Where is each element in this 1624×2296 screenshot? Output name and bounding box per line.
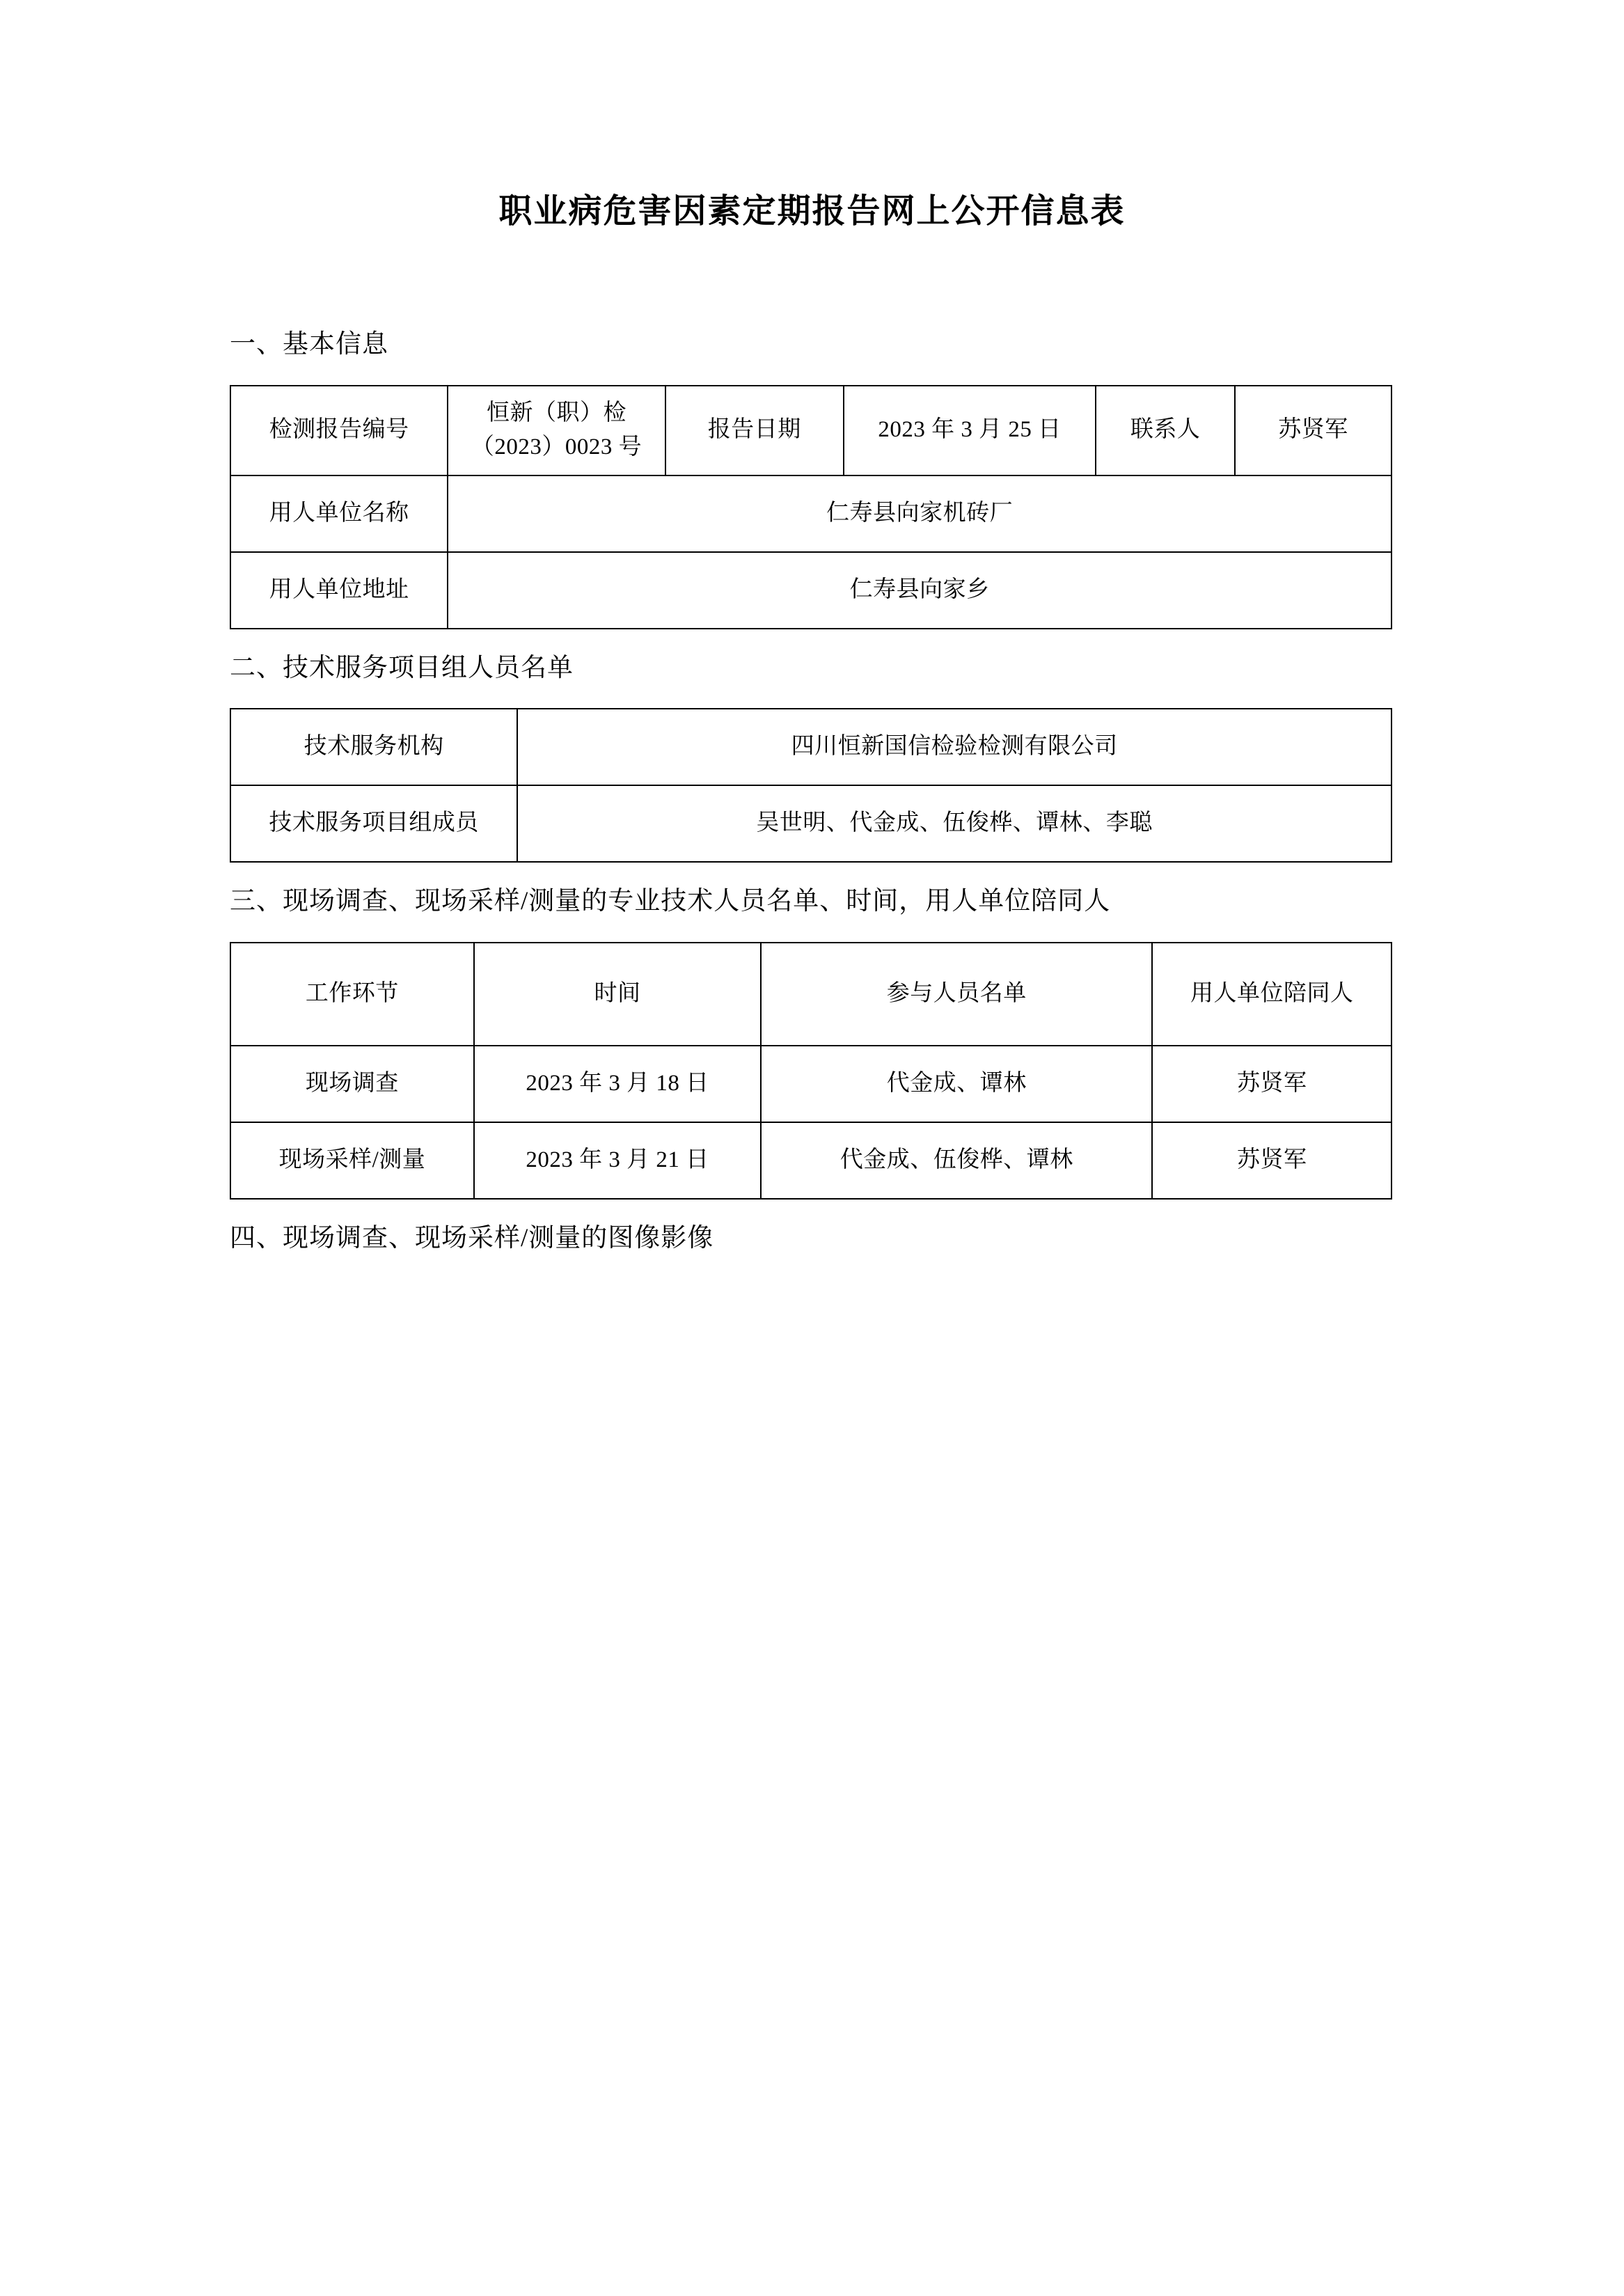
field-work-table	[230, 942, 1392, 1200]
time-value: 2023 年 3 月 18 日	[474, 1046, 761, 1122]
stage-value: 现场调查	[230, 1046, 474, 1122]
report-date-label: 报告日期	[665, 386, 844, 475]
table-row	[230, 785, 1392, 862]
service-team-table	[230, 708, 1392, 863]
table-row	[230, 1122, 1392, 1199]
table-row	[230, 709, 1392, 785]
report-no-value-line2: （2023）0023 号	[471, 434, 642, 460]
participants-value: 代金成、伍俊桦、谭林	[761, 1122, 1152, 1199]
spacer	[230, 921, 1394, 942]
report-no-value	[448, 386, 665, 475]
participants-value: 代金成、谭林	[761, 1046, 1152, 1122]
employer-address-label: 用人单位地址	[230, 552, 448, 629]
time-value: 2023 年 3 月 21 日	[474, 1122, 761, 1199]
table-row	[230, 552, 1392, 629]
accompanier-value: 苏贤军	[1152, 1122, 1392, 1199]
column-header-stage: 工作环节	[230, 943, 474, 1046]
column-header-participants: 参与人员名单	[761, 943, 1152, 1046]
employer-name-value: 仁寿县向家机砖厂	[448, 475, 1392, 552]
spacer	[230, 863, 1394, 882]
section-heading-field-work: 三、现场调查、现场采样/测量的专业技术人员名单、时间，用人单位陪同人	[230, 887, 1111, 916]
section-heading-basic-info: 一、基本信息	[230, 330, 388, 359]
table-header-row	[230, 943, 1392, 1046]
report-no-value-line1: 恒新（职）检	[487, 400, 627, 425]
stage-value: 现场采样/测量	[230, 1122, 474, 1199]
spacer	[230, 235, 1394, 325]
service-org-value: 四川恒新国信检验检测有限公司	[517, 709, 1392, 785]
employer-address-value: 仁寿县向家乡	[448, 552, 1392, 629]
service-members-label: 技术服务项目组成员	[230, 785, 517, 862]
section-heading-service-team: 二、技术服务项目组人员名单	[230, 653, 574, 682]
page-title: 职业病危害因素定期报告网上公开信息表	[498, 193, 1126, 230]
accompanier-value: 苏贤军	[1152, 1046, 1392, 1122]
service-org-label: 技术服务机构	[230, 709, 517, 785]
column-header-time: 时间	[474, 943, 761, 1046]
employer-name-label: 用人单位名称	[230, 475, 448, 552]
report-no-label: 检测报告编号	[230, 386, 448, 475]
table-row	[230, 1046, 1392, 1122]
contact-label: 联系人	[1096, 386, 1235, 475]
section-heading-images: 四、现场调查、现场采样/测量的图像影像	[230, 1223, 714, 1252]
contact-value: 苏贤军	[1235, 386, 1392, 475]
column-header-accompanier: 用人单位陪同人	[1152, 943, 1392, 1046]
spacer	[230, 364, 1394, 385]
table-row	[230, 475, 1392, 552]
spacer	[230, 629, 1394, 649]
table-row	[230, 386, 1392, 475]
spacer	[230, 687, 1394, 708]
spacer	[230, 1200, 1394, 1219]
basic-info-table	[230, 385, 1392, 629]
report-date-value: 2023 年 3 月 25 日	[844, 386, 1096, 475]
service-members-value: 吴世明、代金成、伍俊桦、谭林、李聪	[517, 785, 1392, 862]
